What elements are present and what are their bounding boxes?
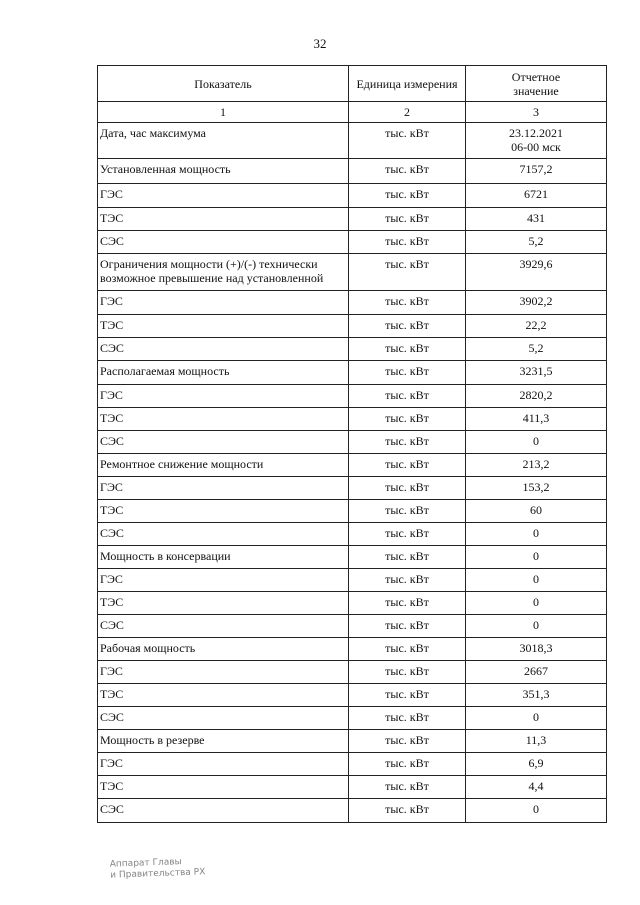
row-indicator: Дата, час максимума [98, 123, 349, 159]
row-indicator: ГЭС [98, 569, 349, 592]
row-indicator: ГЭС [98, 753, 349, 776]
row-unit: тыс. кВт [349, 661, 466, 684]
row-unit: тыс. кВт [349, 291, 466, 315]
table-row [98, 291, 607, 315]
row-indicator: ГЭС [98, 184, 349, 208]
row-indicator: ТЭС [98, 592, 349, 615]
row-indicator: ТЭС [98, 684, 349, 707]
row-value: 351,3 [466, 684, 607, 707]
table-row [98, 477, 607, 500]
table-row [98, 753, 607, 776]
column-number-2: 2 [349, 102, 466, 123]
row-indicator: Мощность в резерве [98, 730, 349, 753]
table-row [98, 638, 607, 661]
row-value: 3902,2 [466, 291, 607, 315]
table-row [98, 684, 607, 707]
row-unit: тыс. кВт [349, 208, 466, 231]
header-value-text: Отчетное значение [511, 69, 561, 98]
report-table [97, 65, 607, 823]
row-value: 5,2 [466, 338, 607, 361]
row-value: 6,9 [466, 753, 607, 776]
row-indicator: СЭС [98, 799, 349, 823]
row-unit: тыс. кВт [349, 231, 466, 254]
table-row [98, 546, 607, 569]
table-row [98, 592, 607, 615]
table-row [98, 315, 607, 338]
row-indicator: Мощность в консервации [98, 546, 349, 569]
row-unit: тыс. кВт [349, 546, 466, 569]
table-row [98, 385, 607, 408]
row-unit: тыс. кВт [349, 684, 466, 707]
row-value: 153,2 [466, 477, 607, 500]
header-row [98, 66, 607, 102]
table-body [98, 123, 607, 823]
row-indicator: ГЭС [98, 661, 349, 684]
row-indicator: СЭС [98, 707, 349, 730]
table-row [98, 123, 607, 159]
row-value: 11,3 [466, 730, 607, 753]
row-indicator: Располагаемая мощность [98, 361, 349, 385]
table-row [98, 500, 607, 523]
row-value: 3018,3 [466, 638, 607, 661]
row-unit: тыс. кВт [349, 408, 466, 431]
column-number-row [98, 102, 607, 123]
row-indicator: ТЭС [98, 500, 349, 523]
header-value [466, 66, 607, 102]
row-value: 6721 [466, 184, 607, 208]
row-value: 0 [466, 569, 607, 592]
row-unit: тыс. кВт [349, 454, 466, 477]
row-indicator: СЭС [98, 231, 349, 254]
row-value: 0 [466, 615, 607, 638]
row-value: 0 [466, 523, 607, 546]
table-row [98, 338, 607, 361]
row-indicator: Ремонтное снижение мощности [98, 454, 349, 477]
table-row [98, 799, 607, 823]
row-unit: тыс. кВт [349, 707, 466, 730]
row-unit: тыс. кВт [349, 776, 466, 799]
table-row [98, 730, 607, 753]
row-unit: тыс. кВт [349, 385, 466, 408]
row-indicator: ТЭС [98, 776, 349, 799]
row-indicator: ГЭС [98, 291, 349, 315]
column-number-3: 3 [466, 102, 607, 123]
table-row [98, 254, 607, 291]
stamp [110, 856, 206, 881]
row-value: 3231,5 [466, 361, 607, 385]
table-row [98, 431, 607, 454]
row-indicator: ТЭС [98, 315, 349, 338]
row-unit: тыс. кВт [349, 315, 466, 338]
column-number-1: 1 [98, 102, 349, 123]
row-indicator: Ограничения мощности (+)/(-) технически возможное превышение над установленной [98, 254, 349, 291]
table-row [98, 184, 607, 208]
table-row [98, 661, 607, 684]
row-unit: тыс. кВт [349, 638, 466, 661]
header-unit: Единица измерения [349, 66, 466, 102]
row-value: 411,3 [466, 408, 607, 431]
row-value: 3929,6 [466, 254, 607, 291]
row-unit: тыс. кВт [349, 592, 466, 615]
stamp-line-1: Аппарат Главы [109, 857, 182, 870]
row-indicator: ТЭС [98, 408, 349, 431]
header-indicator: Показатель [98, 66, 349, 102]
row-value: 213,2 [466, 454, 607, 477]
row-unit: тыс. кВт [349, 753, 466, 776]
row-indicator: ГЭС [98, 477, 349, 500]
table-row [98, 159, 607, 184]
row-unit: тыс. кВт [349, 184, 466, 208]
row-value: 4,4 [466, 776, 607, 799]
page-number: 32 [313, 36, 327, 51]
row-unit: тыс. кВт [349, 523, 466, 546]
table-row [98, 569, 607, 592]
table-row [98, 523, 607, 546]
row-value: 431 [466, 208, 607, 231]
row-unit: тыс. кВт [349, 431, 466, 454]
row-unit: тыс. кВт [349, 254, 466, 291]
row-unit: тыс. кВт [349, 338, 466, 361]
row-indicator: СЭС [98, 431, 349, 454]
table-row [98, 707, 607, 730]
table-row [98, 408, 607, 431]
row-value: 60 [466, 500, 607, 523]
row-indicator: Установленная мощность [98, 159, 349, 184]
row-unit: тыс. кВт [349, 123, 466, 159]
row-value: 23.12.2021 06-00 мск [466, 123, 607, 159]
row-indicator: СЭС [98, 523, 349, 546]
row-value: 7157,2 [466, 159, 607, 184]
table-row [98, 776, 607, 799]
table-row [98, 208, 607, 231]
row-unit: тыс. кВт [349, 799, 466, 823]
table-row [98, 361, 607, 385]
row-value: 0 [466, 707, 607, 730]
row-indicator: СЭС [98, 615, 349, 638]
row-indicator: СЭС [98, 338, 349, 361]
row-unit: тыс. кВт [349, 500, 466, 523]
row-unit: тыс. кВт [349, 159, 466, 184]
row-unit: тыс. кВт [349, 615, 466, 638]
table-row [98, 231, 607, 254]
row-unit: тыс. кВт [349, 569, 466, 592]
row-value: 2667 [466, 661, 607, 684]
row-value: 0 [466, 431, 607, 454]
row-value: 22,2 [466, 315, 607, 338]
table-row [98, 454, 607, 477]
row-indicator: Рабочая мощность [98, 638, 349, 661]
table-row [98, 615, 607, 638]
row-value: 0 [466, 546, 607, 569]
row-value: 2820,2 [466, 385, 607, 408]
row-unit: тыс. кВт [349, 361, 466, 385]
row-unit: тыс. кВт [349, 730, 466, 753]
row-indicator: ТЭС [98, 208, 349, 231]
row-value: 0 [466, 592, 607, 615]
row-indicator: ГЭС [98, 385, 349, 408]
row-unit: тыс. кВт [349, 477, 466, 500]
row-value: 5,2 [466, 231, 607, 254]
stamp-line-2: и Правительства РХ [110, 867, 206, 881]
row-value: 0 [466, 799, 607, 823]
